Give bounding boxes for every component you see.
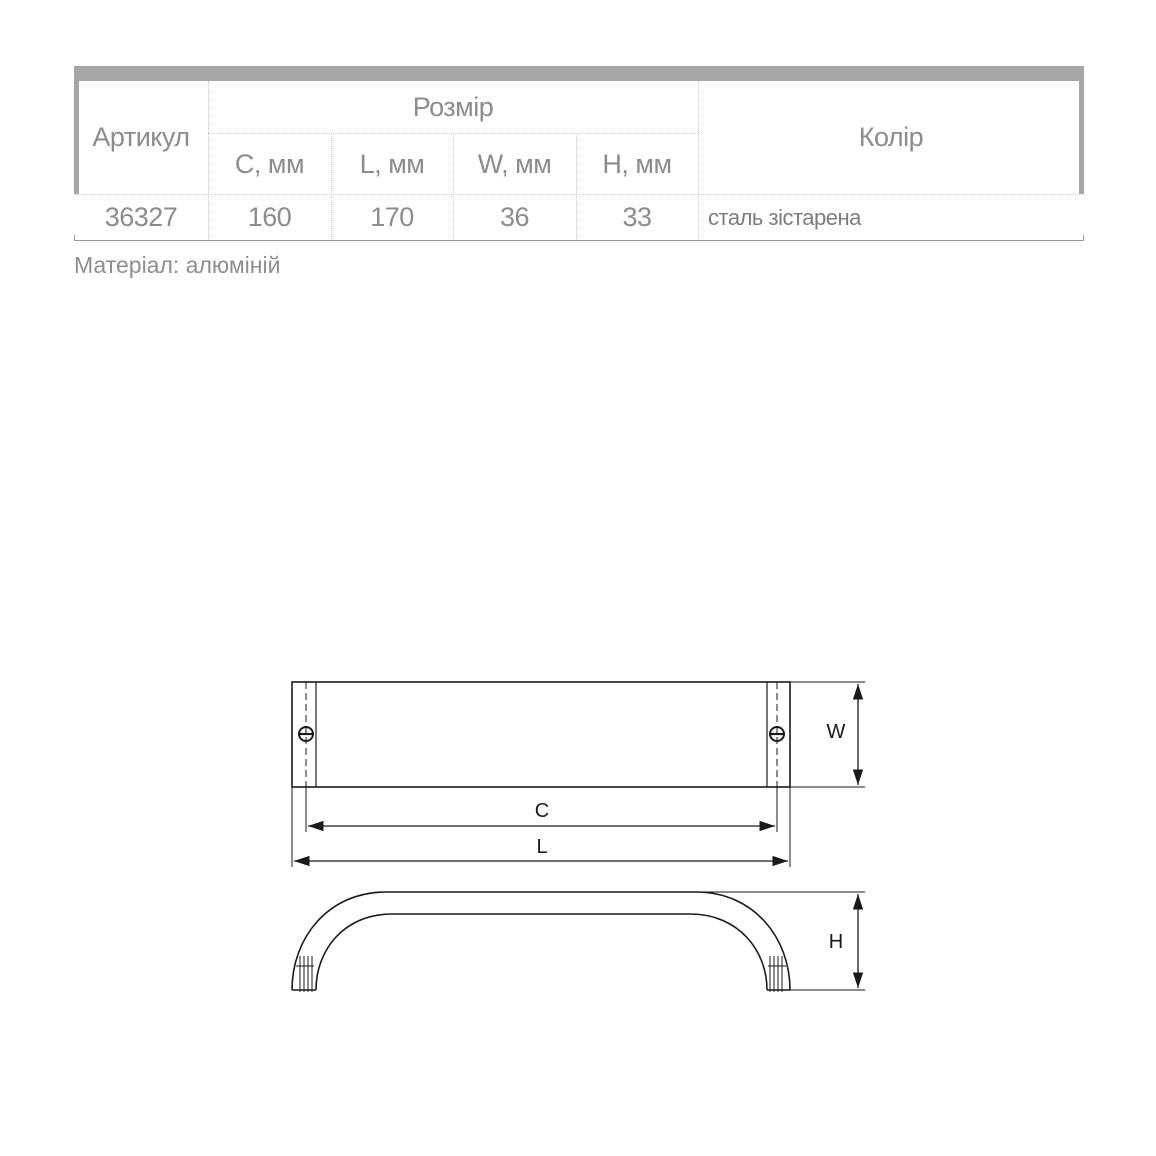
l-dimension-label: L xyxy=(536,836,548,858)
top-view-outline xyxy=(292,682,790,787)
header-article: Артикул xyxy=(92,122,190,152)
table-bottom-line xyxy=(74,240,1084,241)
table-cell-size-w: 36 xyxy=(499,202,530,232)
thread-icon-left xyxy=(296,956,314,992)
handle-technical-drawing xyxy=(280,670,880,1010)
w-dimension-label: W xyxy=(826,721,846,743)
spec-table xyxy=(74,66,1084,242)
table-cell-color: сталь зістарена xyxy=(708,204,861,230)
table-top-bar xyxy=(74,66,1084,81)
thread-icon-right xyxy=(768,956,786,992)
table-cell-article: 36327 xyxy=(104,202,178,232)
header-size-h: H, мм xyxy=(602,148,672,179)
header-size-l: L, мм xyxy=(359,148,425,179)
header-size-c: C, мм xyxy=(234,148,305,179)
h-dimension-label: H xyxy=(828,931,844,953)
table-cell-size-c: 160 xyxy=(247,202,292,232)
side-view-outer-arc xyxy=(292,892,790,990)
top-view xyxy=(292,682,865,787)
table-cell-size-l: 170 xyxy=(370,202,414,232)
header-color: Колір xyxy=(858,122,924,152)
side-view-inner-arc xyxy=(316,914,767,990)
material-note: Матеріал: алюміній xyxy=(74,252,281,278)
header-size-group: Розмір xyxy=(412,91,494,122)
side-view xyxy=(292,892,865,992)
table-cell-size-h: 33 xyxy=(622,202,652,232)
header-size-w: W, мм xyxy=(477,148,552,179)
c-dimension-label: C xyxy=(534,800,550,822)
